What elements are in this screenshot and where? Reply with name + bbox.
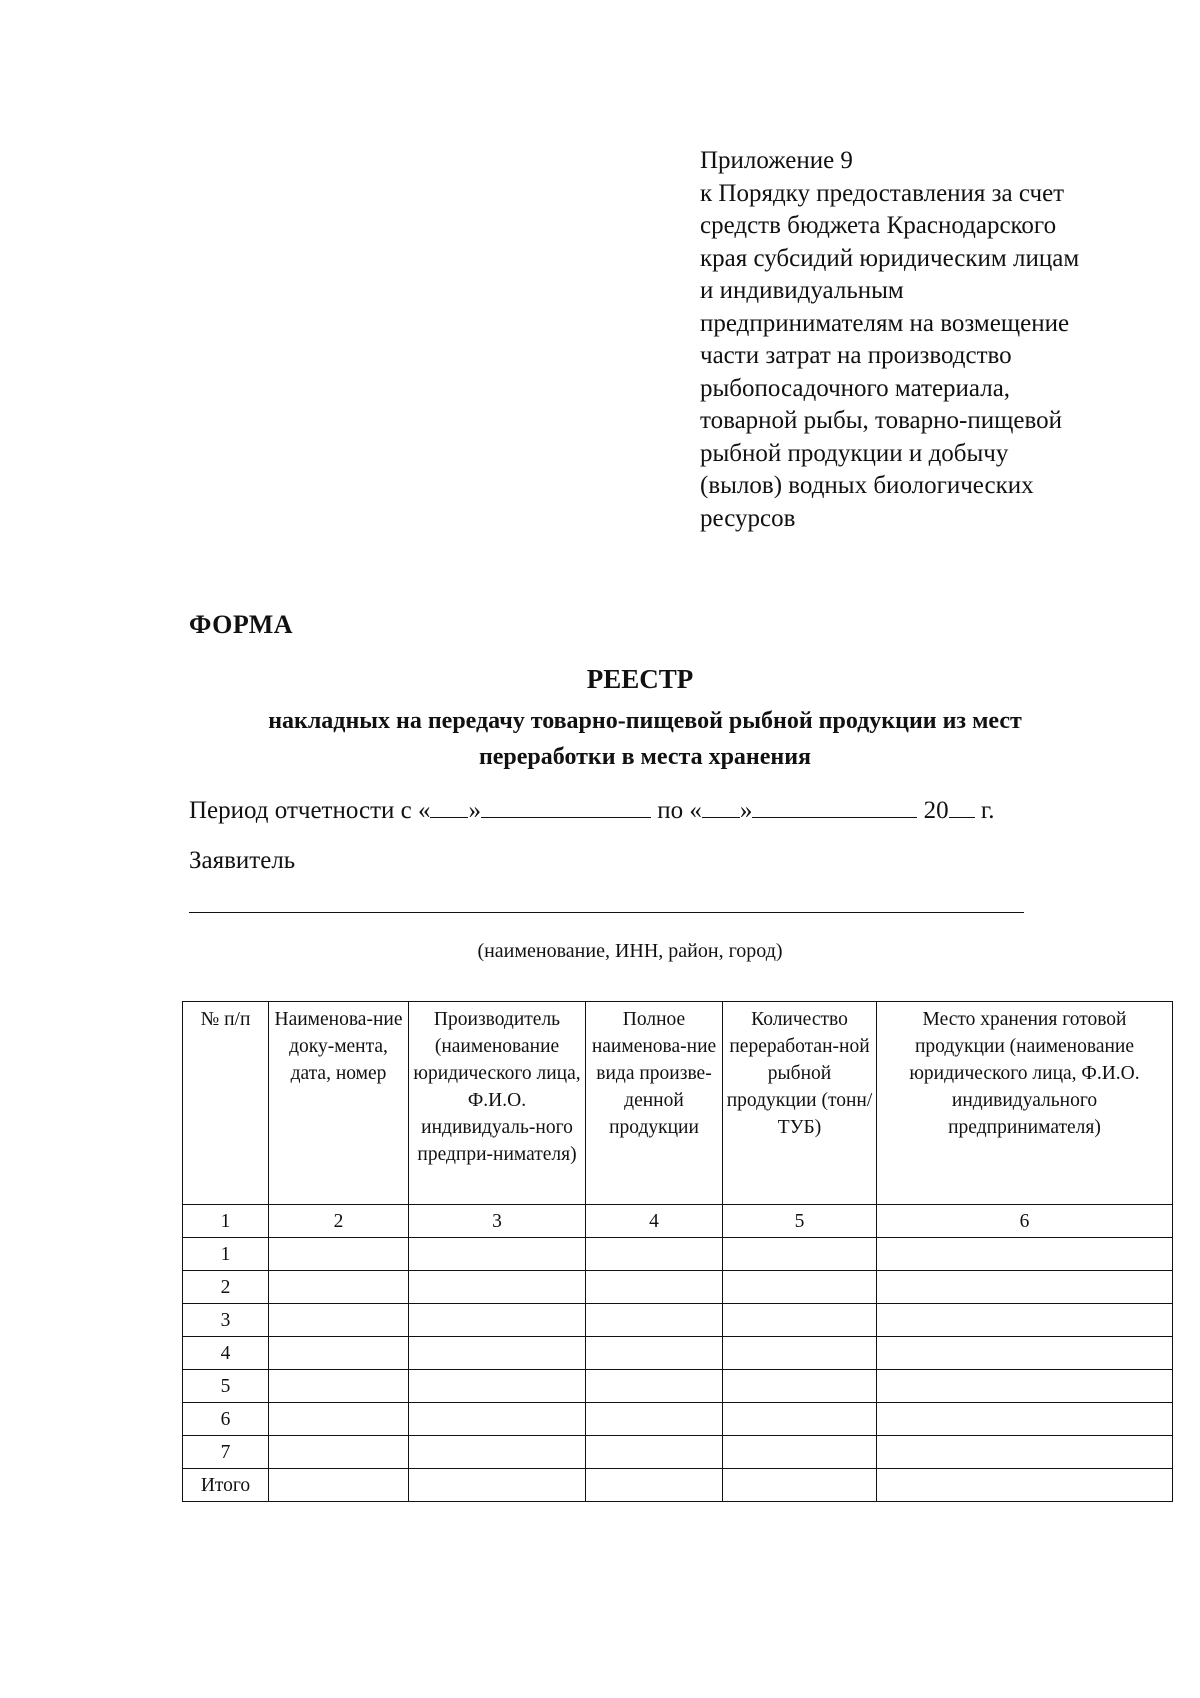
row-number: 2 — [183, 1271, 269, 1304]
table-cell[interactable] — [877, 1238, 1173, 1271]
table-cell[interactable] — [409, 1337, 586, 1370]
row-number: 3 — [183, 1304, 269, 1337]
table-cell[interactable] — [586, 1271, 723, 1304]
table-cell[interactable] — [877, 1469, 1173, 1502]
row-number: 4 — [183, 1337, 269, 1370]
table-cell[interactable] — [586, 1304, 723, 1337]
table-cell[interactable] — [269, 1238, 409, 1271]
period-year-blank[interactable] — [949, 793, 975, 818]
table-cell[interactable] — [877, 1304, 1173, 1337]
table-row — [183, 1271, 1173, 1304]
table-row — [183, 1238, 1173, 1271]
applicant-hint: (наименование, ИНН, район, город) — [477, 940, 783, 962]
table-row — [183, 1403, 1173, 1436]
table-cell[interactable] — [586, 1238, 723, 1271]
table-cell[interactable] — [269, 1304, 409, 1337]
table-cell[interactable] — [586, 1337, 723, 1370]
table-row — [183, 1370, 1173, 1403]
period-quote-close-1: » — [468, 797, 481, 824]
header-product-name: Полное наименова-ние вида произве-денной продукции — [586, 1002, 723, 1205]
total-label: Итого — [183, 1469, 269, 1502]
row-number: 6 — [183, 1403, 269, 1436]
column-number: 6 — [877, 1205, 1173, 1238]
column-number: 4 — [586, 1205, 723, 1238]
table-cell[interactable] — [409, 1469, 586, 1502]
form-label: ФОРМА — [189, 610, 294, 639]
table-cell[interactable] — [877, 1403, 1173, 1436]
table-total-row — [183, 1469, 1173, 1502]
registry-title: РЕЕСТР — [586, 664, 694, 694]
table-cell[interactable] — [723, 1403, 877, 1436]
column-number: 3 — [409, 1205, 586, 1238]
header-document: Наименова-ние доку-мента, дата, номер — [269, 1002, 409, 1205]
table-cell[interactable] — [723, 1304, 877, 1337]
table-cell[interactable] — [586, 1370, 723, 1403]
table-cell[interactable] — [586, 1403, 723, 1436]
table-header-row — [183, 1002, 1173, 1205]
table-cell[interactable] — [409, 1304, 586, 1337]
period-quote-close-2: » — [739, 797, 753, 824]
applicant-label: Заявитель — [189, 847, 296, 874]
table-cell[interactable] — [269, 1436, 409, 1469]
period-from-month-blank[interactable] — [481, 793, 651, 818]
table-row — [183, 1304, 1173, 1337]
table-cell[interactable] — [269, 1403, 409, 1436]
table-cell[interactable] — [269, 1337, 409, 1370]
row-number: 7 — [183, 1436, 269, 1469]
registry-table — [182, 1001, 1173, 1502]
header-quantity: Количество переработан-ной рыбной продукции (тонн/ТУБ) — [723, 1002, 877, 1205]
period-to-label: по « — [657, 797, 702, 824]
table-cell[interactable] — [409, 1403, 586, 1436]
table-cell[interactable] — [409, 1271, 586, 1304]
registry-subtitle: накладных на передачу товарно-пищевой рыбной продукции из мест переработки в места хранения — [268, 708, 1022, 770]
table-cell[interactable] — [269, 1370, 409, 1403]
table-cell[interactable] — [723, 1370, 877, 1403]
table-cell[interactable] — [877, 1337, 1173, 1370]
table-cell[interactable] — [877, 1436, 1173, 1469]
table-cell[interactable] — [723, 1271, 877, 1304]
header-storage-place: Место хранения готовой продукции (наименование юридического лица, Ф.И.О. индивидуального предпринимателя) — [877, 1002, 1173, 1205]
table-row — [183, 1337, 1173, 1370]
column-number: 5 — [723, 1205, 877, 1238]
header-producer: Производитель (наименование юридического лица, Ф.И.О. индивидуаль-ного предпри-нимателя) — [409, 1002, 586, 1205]
period-label: Период отчетности с « — [189, 797, 431, 824]
table-cell[interactable] — [586, 1469, 723, 1502]
table-cell[interactable] — [269, 1469, 409, 1502]
column-number-row — [183, 1205, 1173, 1238]
table-cell[interactable] — [409, 1436, 586, 1469]
table-cell[interactable] — [877, 1271, 1173, 1304]
table-cell[interactable] — [269, 1271, 409, 1304]
table-cell[interactable] — [723, 1436, 877, 1469]
period-year-suffix: г. — [980, 797, 995, 824]
table-cell[interactable] — [409, 1238, 586, 1271]
table-cell[interactable] — [586, 1436, 723, 1469]
period-from-day-blank[interactable] — [430, 793, 468, 818]
column-number: 1 — [183, 1205, 269, 1238]
row-number: 1 — [183, 1238, 269, 1271]
table-cell[interactable] — [409, 1370, 586, 1403]
period-year-prefix: 20 — [923, 797, 949, 824]
table-cell[interactable] — [723, 1238, 877, 1271]
table-cell[interactable] — [723, 1337, 877, 1370]
appendix-note: Приложение 9 к Порядку предоставления за счет средств бюджета Краснодарского края субсидий юридическим лицам и индивидуальным предпринимателям на возмещение части затрат на производство рыбопосадочного материала, товарной рыбы, товарно-пищевой рыбной продукции и добычу (вылов) водных биологических ресурсов — [700, 147, 1080, 532]
period-to-day-blank[interactable] — [702, 793, 740, 818]
table-cell[interactable] — [723, 1469, 877, 1502]
header-row-number: № п/п — [183, 1002, 269, 1205]
row-number: 5 — [183, 1370, 269, 1403]
reporting-period — [189, 793, 995, 825]
table-row — [183, 1436, 1173, 1469]
table-cell[interactable] — [877, 1370, 1173, 1403]
period-to-month-blank[interactable] — [752, 793, 917, 818]
column-number: 2 — [269, 1205, 409, 1238]
applicant-blank-line[interactable] — [189, 912, 1024, 913]
